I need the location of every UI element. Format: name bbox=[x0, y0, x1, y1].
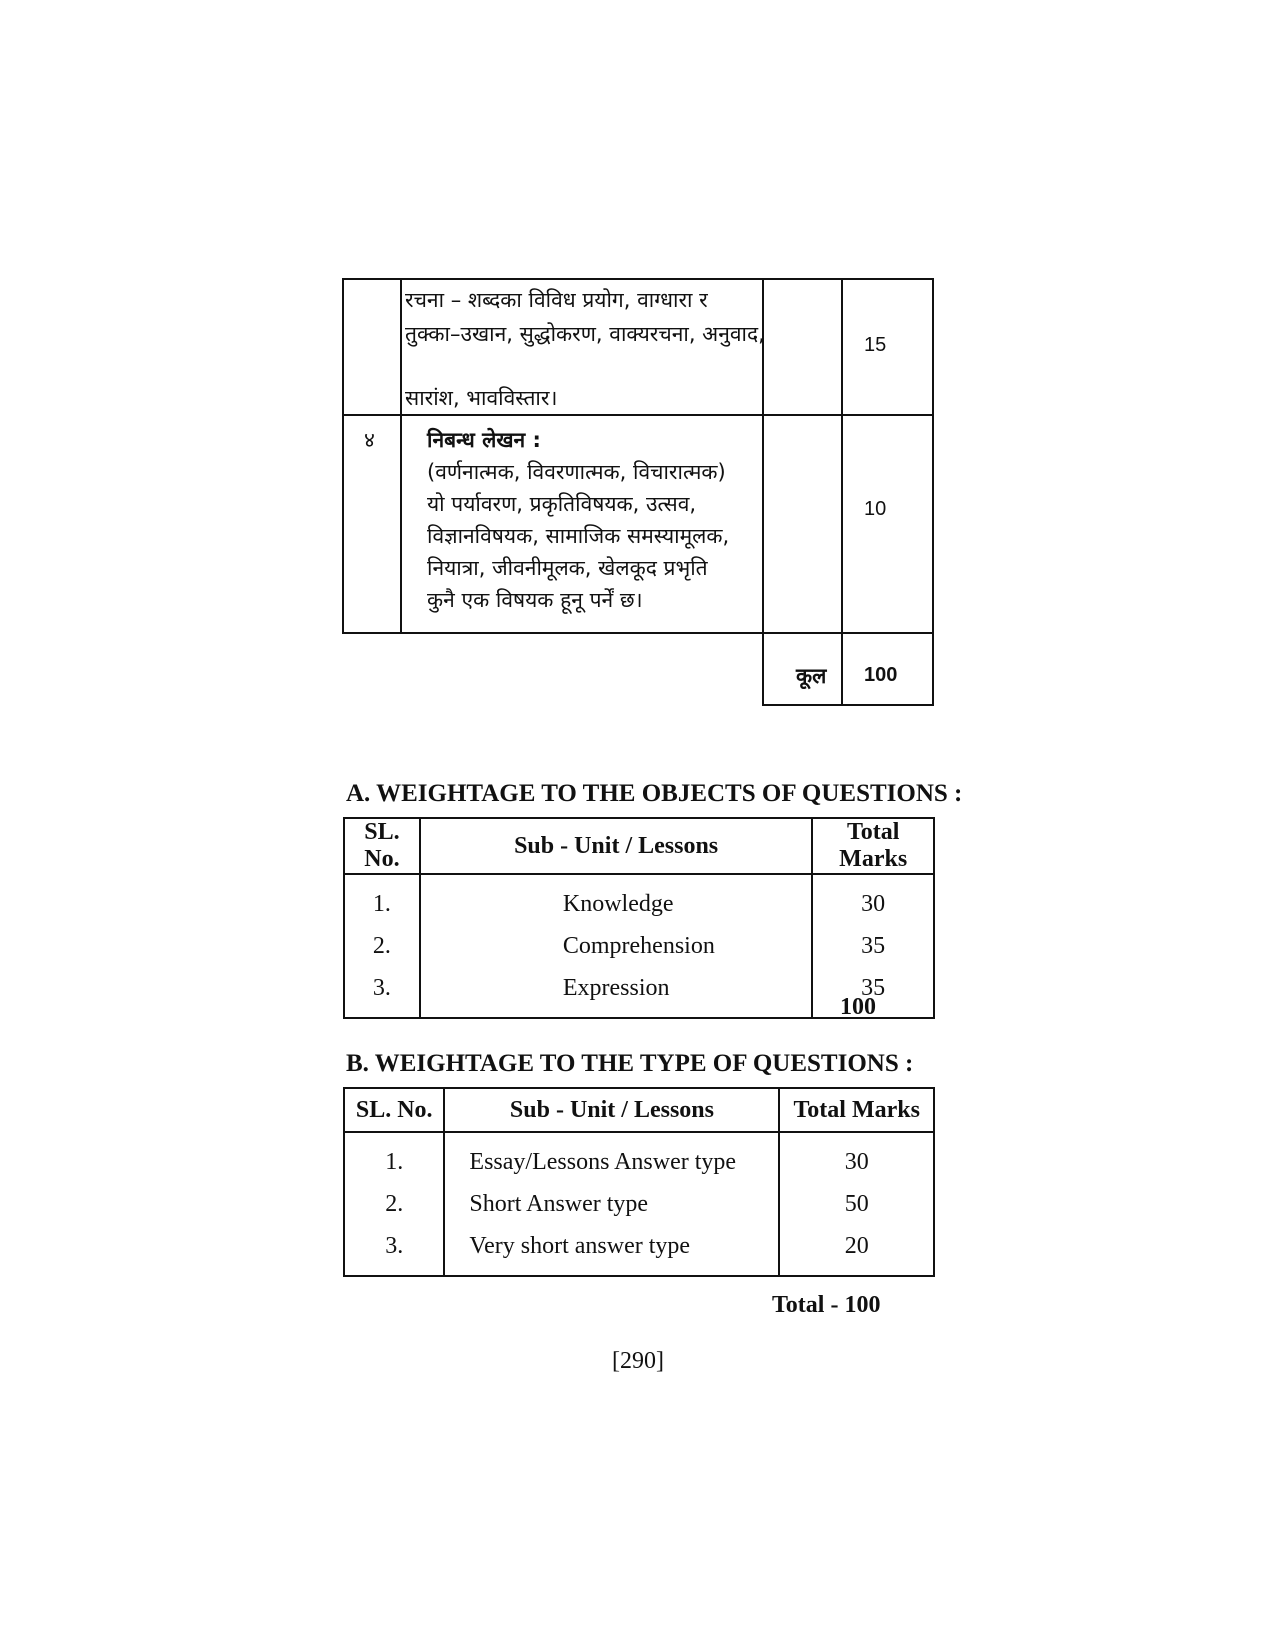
table-divider bbox=[762, 632, 764, 706]
row-heading: निबन्ध लेखन : bbox=[427, 428, 541, 452]
sub-unit-cell: Expression bbox=[420, 967, 813, 1018]
header-sl-no: SL. No. bbox=[344, 1088, 444, 1132]
table-row bbox=[344, 1183, 934, 1225]
row-line: (वर्णनात्मक, विवरणात्मक, विचारात्मक) bbox=[427, 460, 726, 484]
marks-cell: 35 bbox=[812, 967, 934, 1018]
table-divider bbox=[400, 278, 402, 634]
table-divider bbox=[841, 278, 843, 634]
section-b-title: B. WEIGHTAGE TO THE TYPE OF QUESTIONS : bbox=[346, 1050, 914, 1077]
row-line: रचना – शब्दका विविध प्रयोग, वाग्धारा र bbox=[405, 288, 708, 312]
total-label: कूल bbox=[796, 664, 827, 688]
section-a-total: 100 bbox=[840, 994, 876, 1020]
header-total-marks: Total Marks bbox=[779, 1088, 934, 1132]
row-line: विज्ञानविषयक, सामाजिक समस्यामूलक, bbox=[427, 524, 730, 548]
row-line: तुक्का–उखान, सुद्धोकरण, वाक्यरचना, अनुवाद, bbox=[405, 322, 765, 346]
sl-cell: 3. bbox=[344, 1225, 444, 1276]
section-b-table bbox=[343, 1087, 935, 1277]
table-divider bbox=[932, 632, 934, 706]
sub-unit-cell: Knowledge bbox=[420, 874, 813, 925]
marks-cell: 20 bbox=[779, 1225, 934, 1276]
section-a-title: A. WEIGHTAGE TO THE OBJECTS OF QUESTIONS : bbox=[346, 780, 963, 807]
sl-cell: 3. bbox=[344, 967, 420, 1018]
section-b-total: Total - 100 bbox=[772, 1292, 881, 1318]
row-line: सारांश, भावविस्तार। bbox=[405, 386, 558, 410]
header-sl-no: SL. No. bbox=[344, 818, 420, 874]
table-row bbox=[344, 925, 934, 967]
page-number: [290] bbox=[612, 1348, 664, 1374]
row-line: यो पर्यावरण, प्रकृतिविषयक, उत्सव, bbox=[427, 492, 697, 516]
table-row bbox=[344, 874, 934, 925]
table-row bbox=[344, 1132, 934, 1183]
table-header-row bbox=[344, 1088, 934, 1132]
sl-cell: 2. bbox=[344, 925, 420, 967]
marks-cell: 30 bbox=[812, 874, 934, 925]
table-divider bbox=[841, 632, 843, 706]
header-total-marks: Total Marks bbox=[812, 818, 934, 874]
table-row bbox=[344, 1225, 934, 1276]
sl-cell: 1. bbox=[344, 1132, 444, 1183]
header-sub-unit: Sub - Unit / Lessons bbox=[420, 818, 813, 874]
row-line: कुनै एक विषयक हूनू पर्नें छ। bbox=[427, 588, 643, 612]
table-divider bbox=[762, 704, 934, 706]
header-sub-unit: Sub - Unit / Lessons bbox=[444, 1088, 779, 1132]
sub-unit-cell: Essay/Lessons Answer type bbox=[444, 1132, 779, 1183]
sl-cell: 1. bbox=[344, 874, 420, 925]
row-line: नियात्रा, जीवनीमूलक, खेलकूद प्रभृति bbox=[427, 556, 708, 580]
sub-unit-cell: Very short answer type bbox=[444, 1225, 779, 1276]
row-serial: ४ bbox=[364, 428, 375, 452]
sub-unit-cell: Short Answer type bbox=[444, 1183, 779, 1225]
sub-unit-cell: Comprehension bbox=[420, 925, 813, 967]
marks-cell: 35 bbox=[812, 925, 934, 967]
marks-cell: 30 bbox=[779, 1132, 934, 1183]
section-a-table bbox=[343, 817, 935, 1019]
sl-cell: 2. bbox=[344, 1183, 444, 1225]
row-marks: 15 bbox=[864, 334, 887, 356]
table-divider bbox=[342, 414, 934, 416]
marks-cell: 50 bbox=[779, 1183, 934, 1225]
row-marks: 10 bbox=[864, 498, 887, 520]
total-value: 100 bbox=[864, 664, 898, 686]
table-header-row bbox=[344, 818, 934, 874]
